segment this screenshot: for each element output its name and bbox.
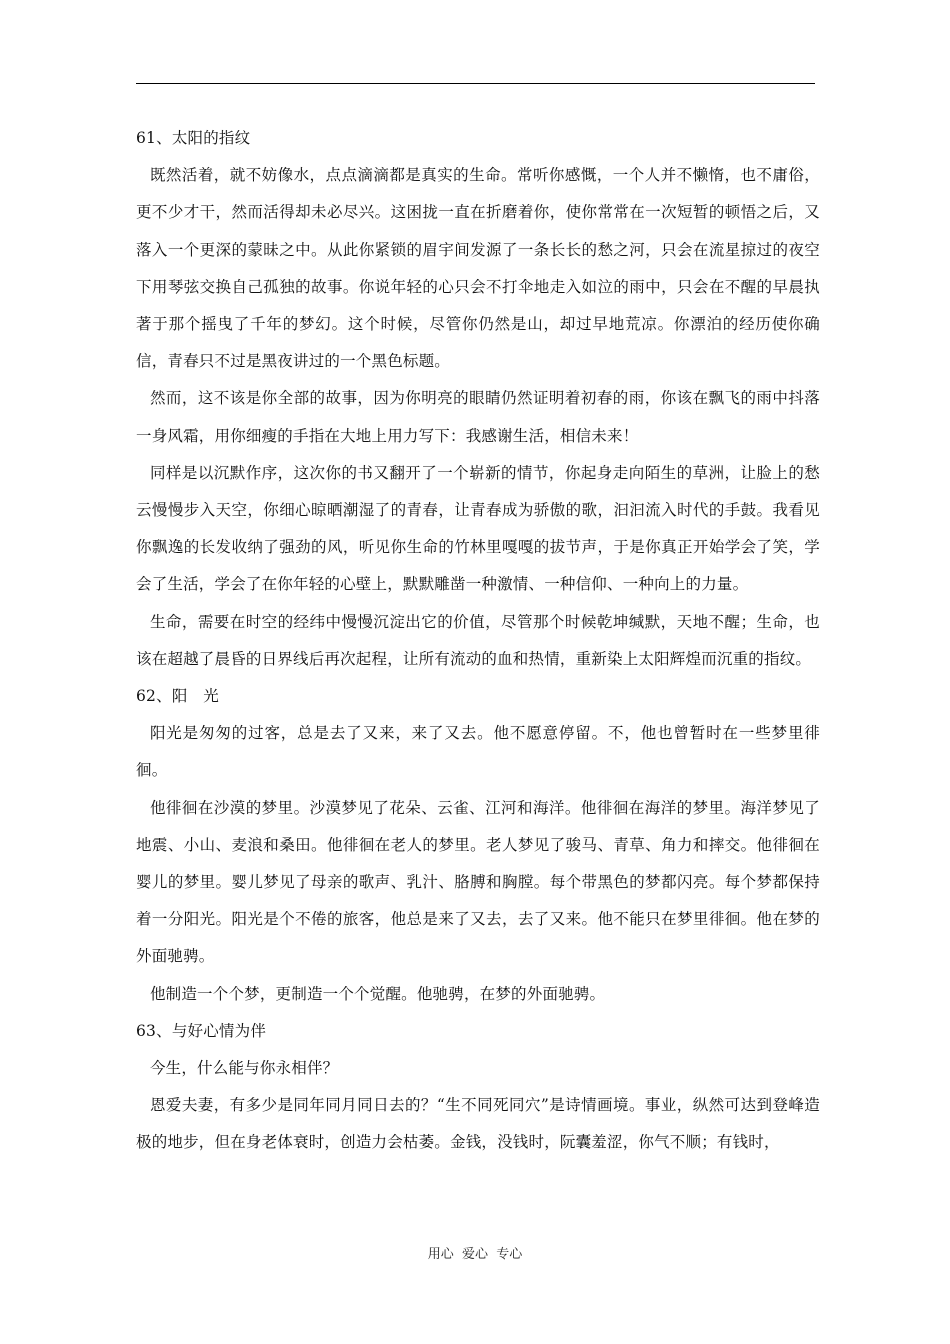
paragraph: 今生，什么能与你永相伴？	[149, 1059, 339, 1078]
paragraph: 恩爱夫妻，有多少是同年同月同日去的？“生不同死同穴”是诗情画境。事业，纵然可达到登峰造极的地步，但在身老体衰时，创造力会枯萎。金钱，没钱时，阮囊羞涩，你气不顺；有钱时，	[136, 1096, 820, 1152]
paragraph: 阳光是匆匆的过客，总是去了又来，来了又去。他不愿意停留。不，他也曾暂时在一些梦里徘徊。	[136, 724, 820, 780]
paragraph: 既然活着，就不妨像水，点点滴滴都是真实的生命。常听你感慨，一个人并不懒惰，也不庸俗，更不少才干，然而活得却未必尽兴。这困拢一直在折磨着你，使你常常在一次短暂的顿悟之后，又落入一个更深的蒙昧之中。从此你紧锁的眉宇间发源了一条长长的愁之河，只会在流星掠过的夜空下用琴弦交换自己孤独的故事。你说年轻的心只会不打伞地走入如泣的雨中，只会在不醒的早晨执著于那个摇曳了千年的梦幻。这个时候，尽管你仍然是山，却过早地荒凉。你漂泊的经历使你确信，青春只不过是黑夜讲过的一个黑色标题。	[136, 166, 820, 371]
page-footer: 用心 爱心 专心	[427, 1247, 523, 1262]
paragraph: 他徘徊在沙漠的梦里。沙漠梦见了花朵、云雀、江河和海洋。他徘徊在海洋的梦里。海洋梦见了地震、小山、麦浪和桑田。他徘徊在老人的梦里。老人梦见了骏马、青草、角力和摔交。他徘徊在婴儿的梦里。婴儿梦见了母亲的歌声、乳汁、胳膊和胸膛。每个带黑色的梦都闪亮。每个梦都保持着一分阳光。阳光是个不倦的旅客，他总是来了又去，去了又来。他不能只在梦里徘徊。他在梦的外面驰骋。	[136, 798, 820, 966]
paragraph: 他制造一个个梦，更制造一个个觉醒。他驰骋，在梦的外面驰骋。	[149, 984, 606, 1003]
section-heading: 63、与好心情为伴	[136, 1021, 267, 1040]
paragraph: 生命，需要在时空的经纬中慢慢沉淀出它的价值，尽管那个时候乾坤缄默，天地不醒；生命，也该在超越了晨昏的日界线后再次起程，让所有流动的血和热情，重新染上太阳辉煌而沉重的指纹。	[136, 612, 820, 668]
paragraph: 同样是以沉默作序，这次你的书又翻开了一个崭新的情节，你起身走向陌生的草洲，让脸上的愁云慢慢步入天空，你细心晾晒潮湿了的青春，让青春成为骄傲的歌，汩汩流入时代的手鼓。我看见你飘逸的长发收纳了强劲的风，听见你生命的竹林里嘎嘎的拔节声，于是你真正开始学会了笑，学会了生活，学会了在你年轻的心壁上，默默雕凿一种激情、一种信仰、一种向上的力量。	[136, 463, 820, 594]
section-heading: 61、太阳的指纹	[136, 129, 251, 147]
paragraph: 然而，这不该是你全部的故事，因为你明亮的眼睛仍然证明着初春的雨，你该在飘飞的雨中抖落一身风霜，用你细瘦的手指在大地上用力写下：我感谢生活，相信未来！	[136, 389, 820, 445]
document-body	[136, 120, 820, 1162]
section-heading: 62、阳 光	[136, 687, 219, 706]
header-rule	[136, 83, 815, 84]
